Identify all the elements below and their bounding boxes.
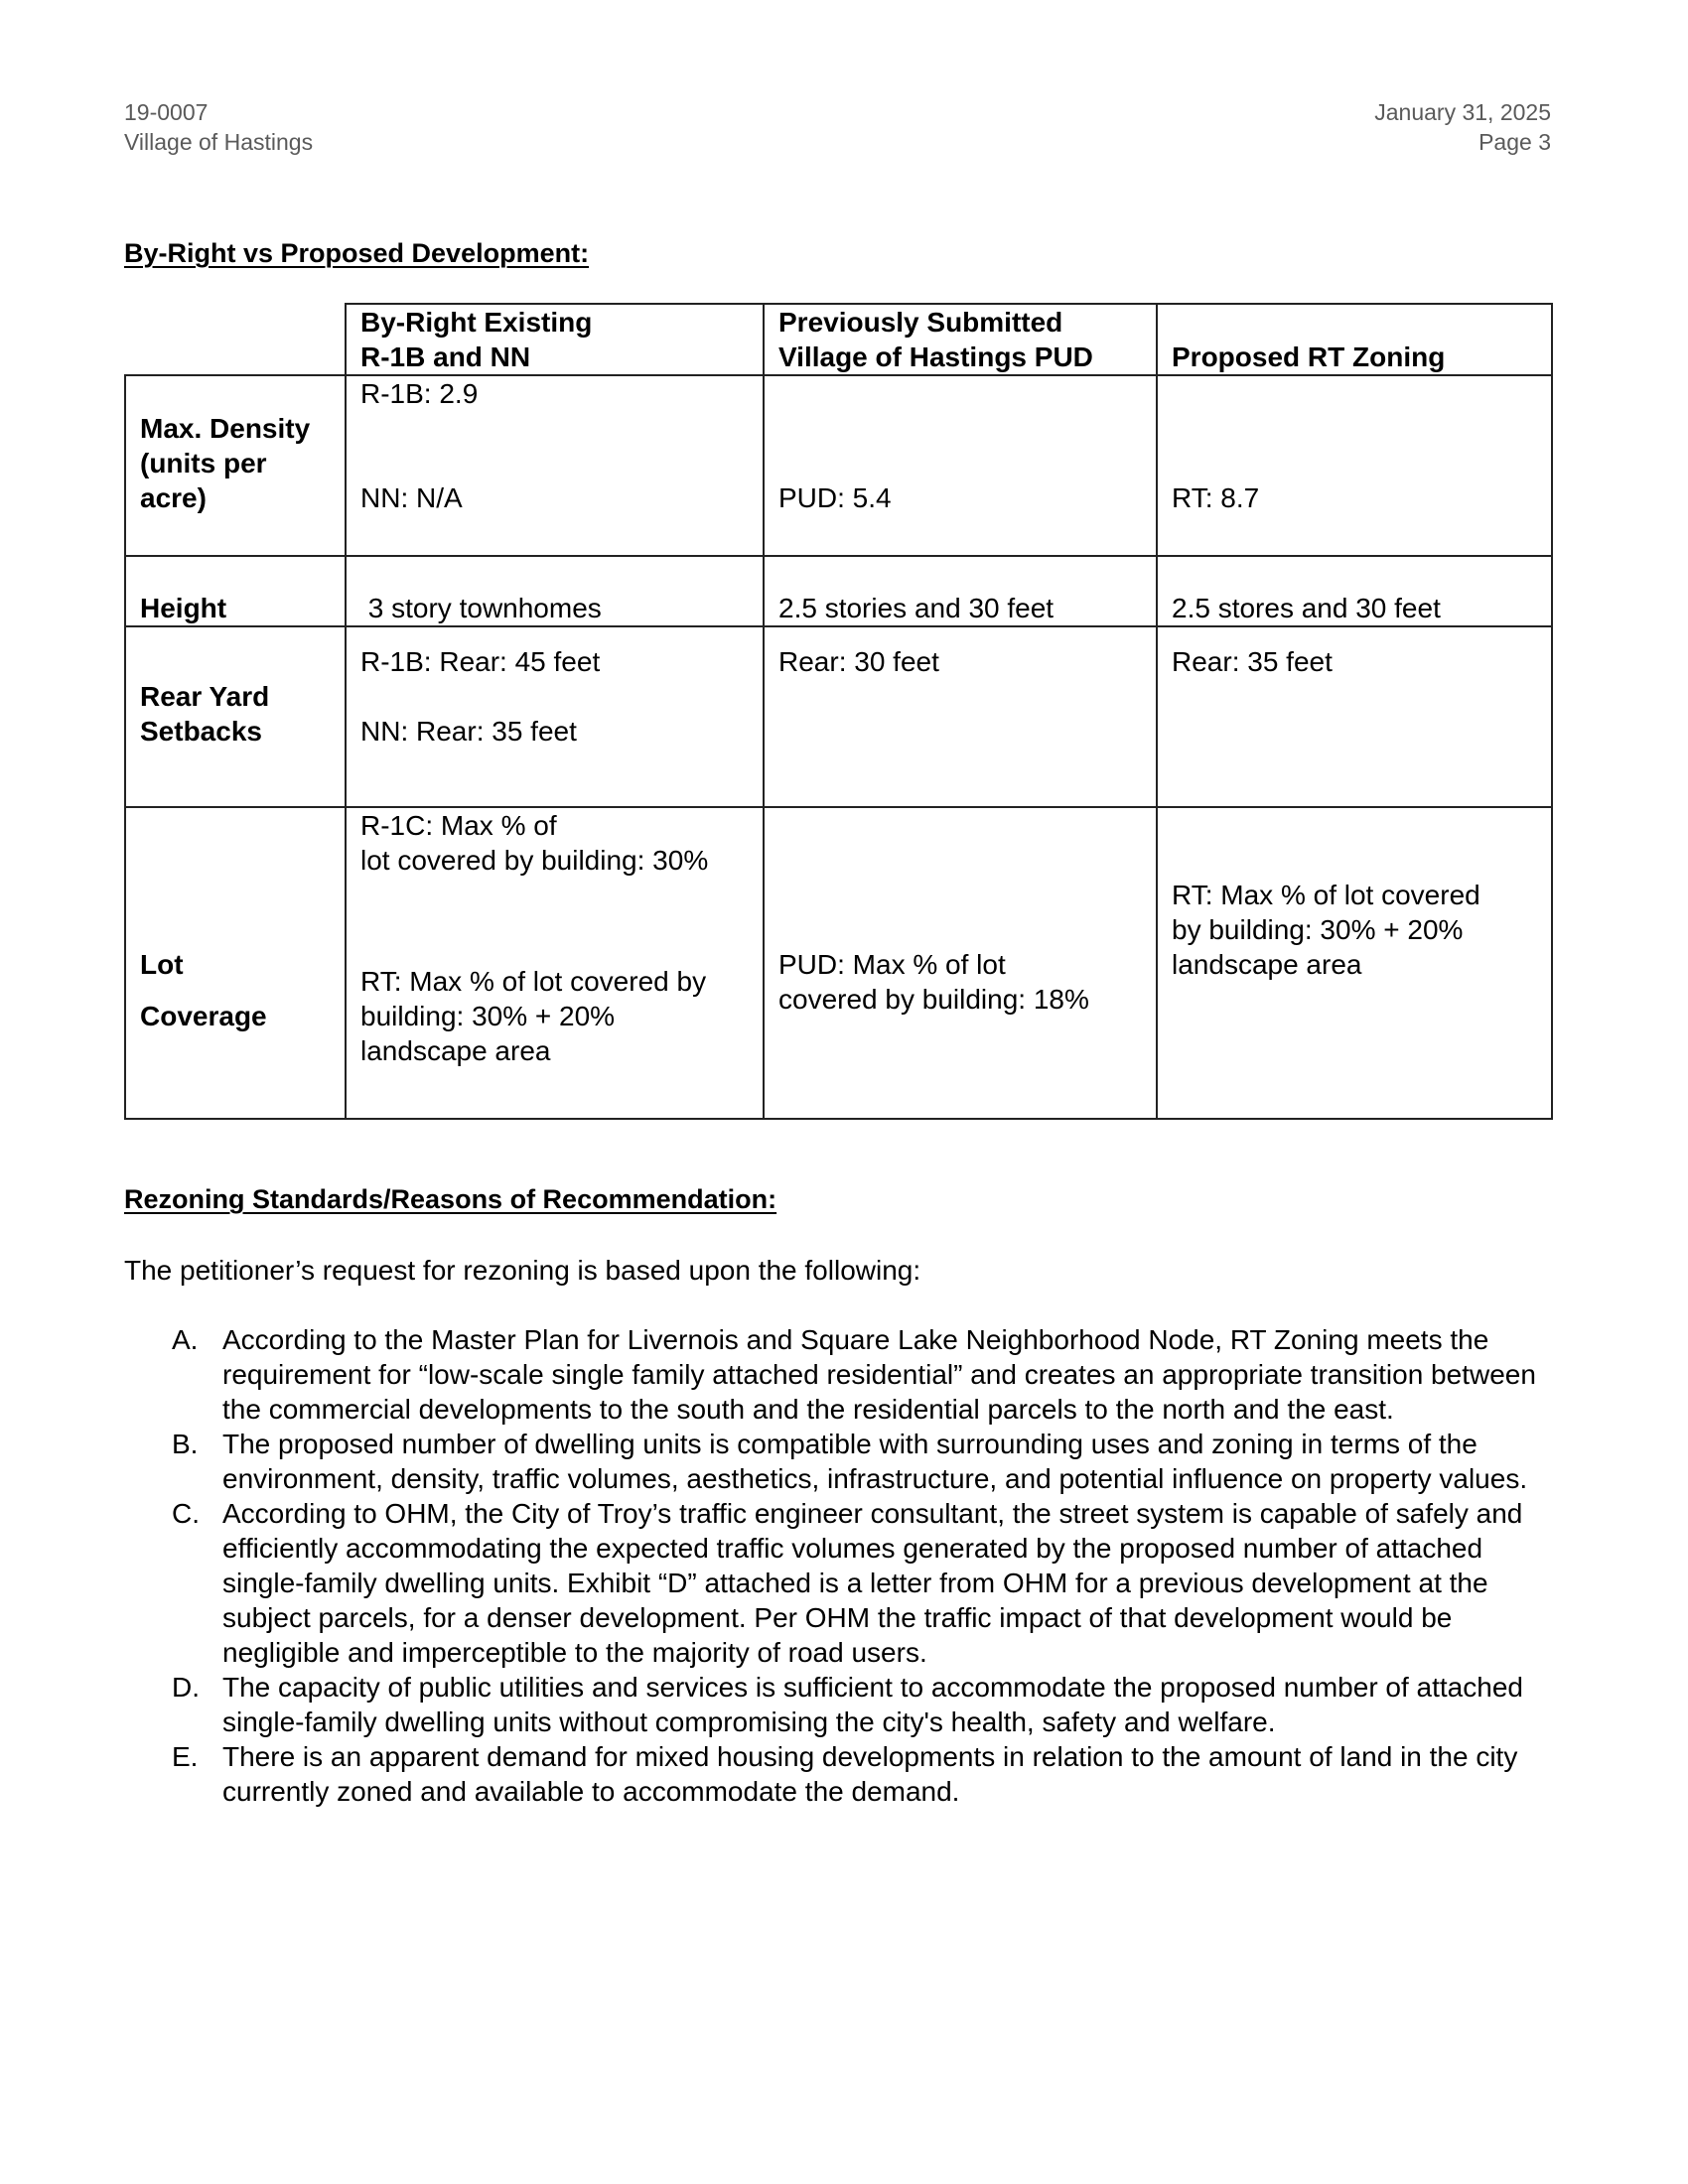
cell-text: 2.5 stories and 30 feet <box>778 593 1055 623</box>
cell-pud <box>764 807 1157 1119</box>
project-name: Village of Hastings <box>124 129 314 155</box>
list-text: According to OHM, the City of Troy’s traffic engineer consultant, the street system is capable of safely and efficiently accommodating the expected traffic volumes generated by the proposed number of attached single-family dwelling units. Exhibit “D” attached is a letter from OHM for a previous development at the subject parcels, for a denser development. Per OHM the traffic impact of that development would be negligible and imperceptible to the majority of road users. <box>222 1498 1523 1668</box>
list-letter: A. <box>172 1324 199 1355</box>
header-blank-cell <box>125 304 346 375</box>
row-label-text: (units per <box>140 448 267 478</box>
cell-proposed <box>1157 375 1552 556</box>
list-item <box>124 1427 1564 1496</box>
row-label <box>125 807 346 1119</box>
cell-proposed <box>1157 807 1552 1119</box>
cell-by-right <box>346 375 764 556</box>
row-label <box>125 556 346 626</box>
document-number: 19-0007 <box>124 99 209 125</box>
cell-by-right <box>346 556 764 626</box>
cell-pud <box>764 626 1157 807</box>
header-text: By-Right Existing <box>360 307 593 338</box>
list-letter: C. <box>172 1498 200 1529</box>
list-text: According to the Master Plan for Livernois and Square Lake Neighborhood Node, RT Zoning meets the requirement for “low-scale single family attached residential” and creates an appropriate transition between the commercial developments to the south and the residential parcels to the north and the east. <box>222 1324 1536 1425</box>
cell-by-right <box>346 626 764 807</box>
document-date: January 31, 2025 <box>1374 99 1551 125</box>
cell-text: Rear: 35 feet <box>1172 646 1333 677</box>
row-label-text: Coverage <box>140 1001 267 1031</box>
cell-text: PUD: Max % of lot <box>778 949 1006 980</box>
cell-text: 2.5 stores and 30 feet <box>1172 593 1441 623</box>
header-previous-pud <box>764 304 1157 375</box>
list-letter: D. <box>172 1672 200 1703</box>
cell-text: landscape area <box>360 1035 551 1066</box>
row-label <box>125 626 346 807</box>
list-item <box>124 1739 1564 1809</box>
page-number: Page 3 <box>1478 129 1551 155</box>
header-text: Village of Hastings PUD <box>778 341 1093 372</box>
cell-text: R-1C: Max % of <box>360 810 557 841</box>
cell-text: building: 30% + 20% <box>360 1001 616 1031</box>
page-header-left <box>124 97 313 157</box>
header-text: Previously Submitted <box>778 307 1063 338</box>
cell-text: PUD: 5.4 <box>778 482 892 513</box>
list-text: There is an apparent demand for mixed housing developments in relation to the amount of land in the city currently zoned and available to accommodate the demand. <box>222 1741 1518 1807</box>
page-header-right <box>1374 97 1551 157</box>
header-proposed-rt <box>1157 304 1552 375</box>
cell-text: RT: 8.7 <box>1172 482 1260 513</box>
table-row-height <box>125 556 1552 626</box>
list-text: The proposed number of dwelling units is compatible with surrounding uses and zoning in terms of the environment, density, traffic volumes, aesthetics, infrastructure, and potential influence on property values. <box>222 1429 1528 1494</box>
cell-text: Rear: 30 feet <box>778 646 939 677</box>
row-label-text: Max. Density <box>140 413 311 444</box>
cell-text: 3 story townhomes <box>360 593 602 623</box>
cell-proposed <box>1157 626 1552 807</box>
cell-text: landscape area <box>1172 949 1362 980</box>
cell-text: covered by building: 18% <box>778 984 1089 1015</box>
row-label-text: Setbacks <box>140 716 262 747</box>
cell-pud <box>764 556 1157 626</box>
table-row-max-density <box>125 375 1552 556</box>
table-row-rear-setbacks <box>125 626 1552 807</box>
comparison-table <box>124 303 1553 1120</box>
reasons-list <box>124 1322 1564 1809</box>
cell-text: R-1B: 2.9 <box>360 378 479 409</box>
row-label-text: Rear Yard <box>140 681 270 712</box>
list-text: The capacity of public utilities and services is sufficient to accommodate the proposed number of attached single-family dwelling units without compromising the city's health, safety and welfare. <box>222 1672 1523 1737</box>
list-item <box>124 1670 1564 1739</box>
list-item <box>124 1322 1564 1427</box>
table-header-row <box>125 304 1552 375</box>
cell-text: lot covered by building: 30% <box>360 845 709 876</box>
list-letter: B. <box>172 1429 199 1459</box>
header-text: Proposed RT Zoning <box>1172 341 1446 372</box>
cell-text: NN: N/A <box>360 482 463 513</box>
header-by-right <box>346 304 764 375</box>
cell-text: RT: Max % of lot covered by <box>360 966 707 997</box>
recommendation-intro: The petitioner’s request for rezoning is based upon the following: <box>124 1255 921 1286</box>
header-text: R-1B and NN <box>360 341 531 372</box>
list-item <box>124 1496 1564 1670</box>
comparison-section-title: By-Right vs Proposed Development: <box>124 238 590 268</box>
cell-text: NN: Rear: 35 feet <box>360 716 577 747</box>
cell-proposed <box>1157 556 1552 626</box>
cell-text: RT: Max % of lot covered <box>1172 880 1480 910</box>
list-letter: E. <box>172 1741 199 1772</box>
recommendation-section-title: Rezoning Standards/Reasons of Recommendation: <box>124 1184 777 1214</box>
cell-text: by building: 30% + 20% <box>1172 914 1464 945</box>
row-label-text: acre) <box>140 482 207 513</box>
row-label <box>125 375 346 556</box>
row-label-text: Lot <box>140 949 184 980</box>
row-label-text: Height <box>140 593 227 623</box>
table-row-lot-coverage <box>125 807 1552 1119</box>
cell-pud <box>764 375 1157 556</box>
cell-by-right <box>346 807 764 1119</box>
cell-text: R-1B: Rear: 45 feet <box>360 646 601 677</box>
